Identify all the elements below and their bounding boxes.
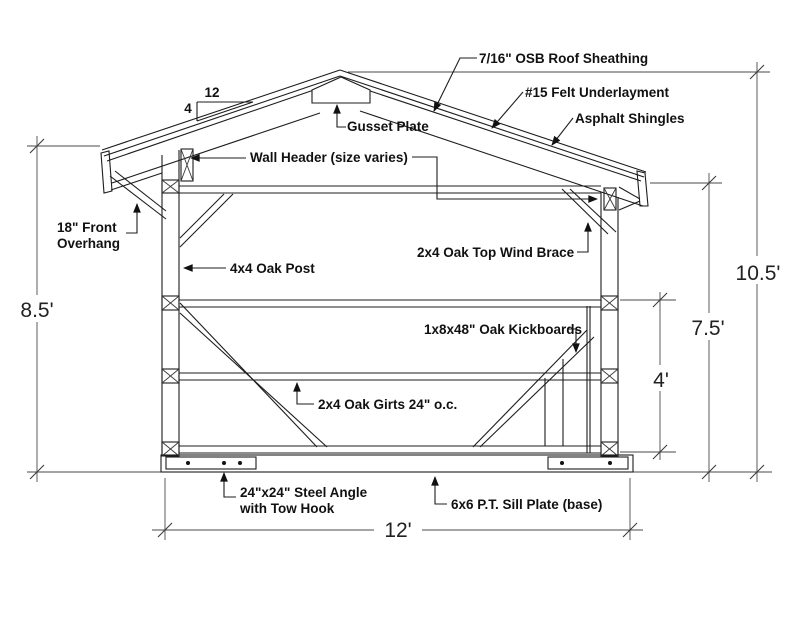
pitch-run: 12: [204, 85, 220, 100]
dimension-lines: [13, 62, 789, 542]
gusset-plate-shape: [312, 77, 370, 103]
label-front-overhang-1: 18" Front: [57, 220, 117, 235]
girt-section-marks: [162, 180, 618, 456]
girt-bottom: [179, 446, 601, 453]
girt-3: [179, 373, 601, 380]
label-felt-underlayment: #15 Felt Underlayment: [525, 85, 670, 100]
left-wall-header: [181, 149, 193, 181]
right-wall-header: [604, 188, 616, 210]
left-steel-angle: [166, 457, 256, 469]
dim-left-wall-height: 8.5': [20, 299, 54, 322]
dim-rear-wall-height: 7.5': [691, 317, 725, 340]
dim-kickboard-height: 4': [653, 369, 669, 392]
left-fascia: [101, 151, 112, 193]
girt-top: [179, 186, 601, 193]
label-wind-brace: 2x4 Oak Top Wind Brace: [417, 245, 575, 260]
label-sill-plate: 6x6 P.T. Sill Plate (base): [451, 497, 603, 512]
label-girts: 2x4 Oak Girts 24" o.c.: [318, 397, 458, 412]
label-kickboards: 1x8x48" Oak Kickboards: [424, 322, 582, 337]
label-oak-post: 4x4 Oak Post: [230, 261, 315, 276]
label-steel-angle-2: with Tow Hook: [240, 501, 335, 516]
label-front-overhang-2: Overhang: [57, 236, 121, 251]
dim-overall-height: 10.5': [735, 262, 781, 285]
label-asphalt-shingles: Asphalt Shingles: [575, 111, 685, 126]
label-wall-header: Wall Header (size varies): [250, 150, 408, 165]
girt-2: [179, 300, 601, 307]
pitch-rise: 4: [184, 101, 192, 116]
label-steel-angle-1: 24"x24" Steel Angle: [240, 485, 368, 500]
braces: [180, 189, 616, 453]
base: [161, 455, 633, 472]
label-gusset-plate: Gusset Plate: [347, 119, 429, 134]
dim-building-width: 12': [384, 519, 412, 542]
label-osb-sheathing: 7/16" OSB Roof Sheathing: [479, 51, 649, 66]
